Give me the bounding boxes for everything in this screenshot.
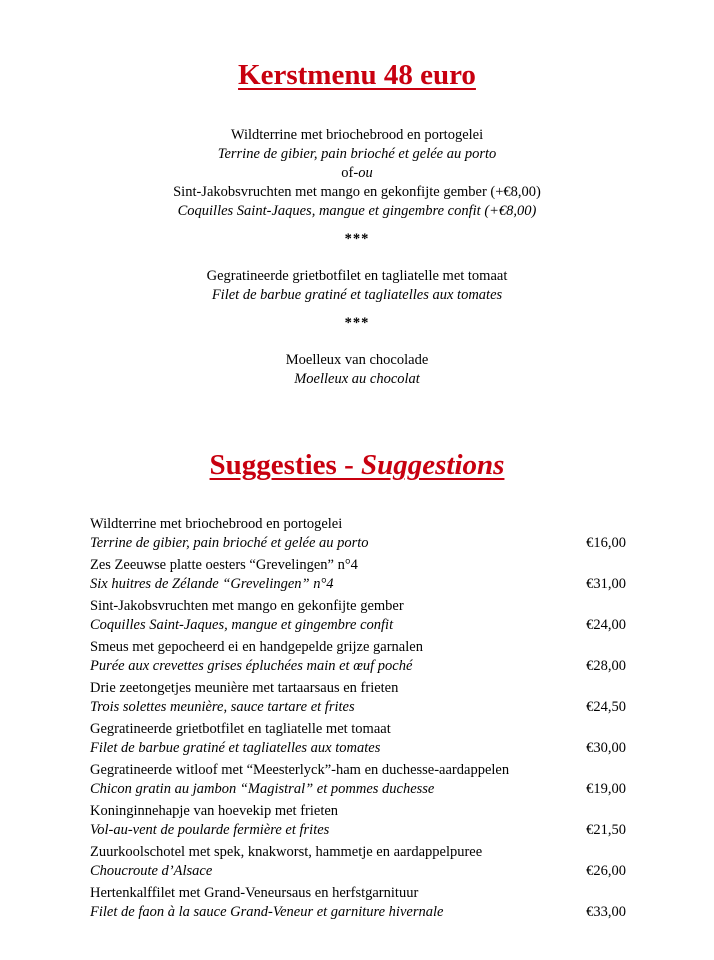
item-name-fr: Six huitres de Zélande “Grevelingen” n°4	[90, 576, 334, 592]
list-item	[90, 720, 626, 761]
list-item	[90, 802, 626, 843]
item-price: €24,50	[586, 699, 626, 715]
item-name-nl: Sint-Jakobsvruchten met mango en gekonfijte gember	[90, 598, 404, 614]
course2-nl: Gegratineerde grietbotfilet en tagliatelle met tomaat	[206, 268, 508, 284]
suggesties-title-fr: Suggestions	[361, 449, 505, 481]
course1-or	[0, 164, 714, 183]
item-price: €31,00	[586, 576, 626, 592]
item-name-nl: Koninginnehapje van hoevekip met frieten	[90, 803, 339, 819]
course3-nl: Moelleux van chocolade	[285, 352, 429, 368]
item-name-nl: Gegratineerde witloof met “Meesterlyck”-ham en duchesse-aardappelen	[90, 762, 510, 778]
list-item	[90, 556, 626, 597]
item-price: €24,00	[586, 617, 626, 633]
item-name-nl: Drie zeetongetjes meunière met tartaarsaus en frieten	[90, 680, 399, 696]
list-item	[90, 515, 626, 556]
item-price: €30,00	[586, 740, 626, 756]
course3-fr: Moelleux au chocolat	[294, 371, 420, 387]
course1-nl: Wildterrine met briochebrood en portogelei	[230, 127, 484, 143]
kerstmenu-courses	[0, 126, 714, 389]
item-name-fr: Vol-au-vent de poularde fermière et frites	[90, 822, 330, 838]
item-price: €26,00	[586, 863, 626, 879]
item-price: €21,50	[586, 822, 626, 838]
list-item	[90, 597, 626, 638]
item-name-nl: Hertenkalffilet met Grand-Veneursaus en herfstgarnituur	[90, 885, 419, 901]
course2-fr: Filet de barbue gratiné et tagliatelles aux tomates	[211, 287, 503, 303]
suggesties-title	[0, 448, 714, 482]
course1-alt-fr: Coquilles Saint-Jaques, mangue et gingembre confit (+€8,00)	[177, 203, 537, 219]
item-name-fr: Filet de faon à la sauce Grand-Veneur et garniture hivernale	[90, 904, 444, 920]
course1-fr: Terrine de gibier, pain brioché et gelée au porto	[217, 146, 497, 162]
list-item	[90, 638, 626, 679]
or-nl: of-	[341, 165, 359, 181]
item-name-fr: Chicon gratin au jambon “Magistral” et pommes duchesse	[90, 781, 435, 797]
item-name-nl: Gegratineerde grietbotfilet en tagliatelle met tomaat	[90, 721, 391, 737]
item-name-fr: Purée aux crevettes grises épluchées main et œuf poché	[90, 658, 413, 674]
suggesties-list	[90, 515, 626, 925]
course1-alt-nl: Sint-Jakobsvruchten met mango en gekonfijte gember (+€8,00)	[173, 184, 541, 200]
course-separator-1: ***	[344, 231, 370, 247]
item-name-fr: Coquilles Saint-Jaques, mangue et gingembre confit	[90, 617, 394, 633]
list-item	[90, 884, 626, 925]
item-price: €28,00	[586, 658, 626, 674]
course-separator-2: ***	[344, 315, 370, 331]
list-item	[90, 843, 626, 884]
item-name-nl: Zes Zeeuwse platte oesters “Grevelingen” n°4	[90, 557, 358, 573]
list-item	[90, 761, 626, 802]
item-name-nl: Zuurkoolschotel met spek, knakworst, hammetje en aardappelpuree	[90, 844, 483, 860]
item-name-nl: Smeus met gepocheerd ei en handgepelde grijze garnalen	[90, 639, 423, 655]
item-name-fr: Trois solettes meunière, sauce tartare et frites	[90, 699, 355, 715]
kerstmenu-title: Kerstmenu 48 euro	[238, 59, 476, 91]
item-name-fr: Terrine de gibier, pain brioché et gelée au porto	[90, 535, 369, 551]
item-price: €16,00	[586, 535, 626, 551]
or-fr: ou	[358, 165, 373, 181]
item-name-fr: Filet de barbue gratiné et tagliatelles aux tomates	[90, 740, 381, 756]
item-name-nl: Wildterrine met briochebrood en portogelei	[90, 516, 343, 532]
list-item	[90, 679, 626, 720]
suggesties-title-nl: Suggesties -	[209, 449, 361, 481]
item-price: €33,00	[586, 904, 626, 920]
item-price: €19,00	[586, 781, 626, 797]
item-name-fr: Choucroute d’Alsace	[90, 863, 213, 879]
